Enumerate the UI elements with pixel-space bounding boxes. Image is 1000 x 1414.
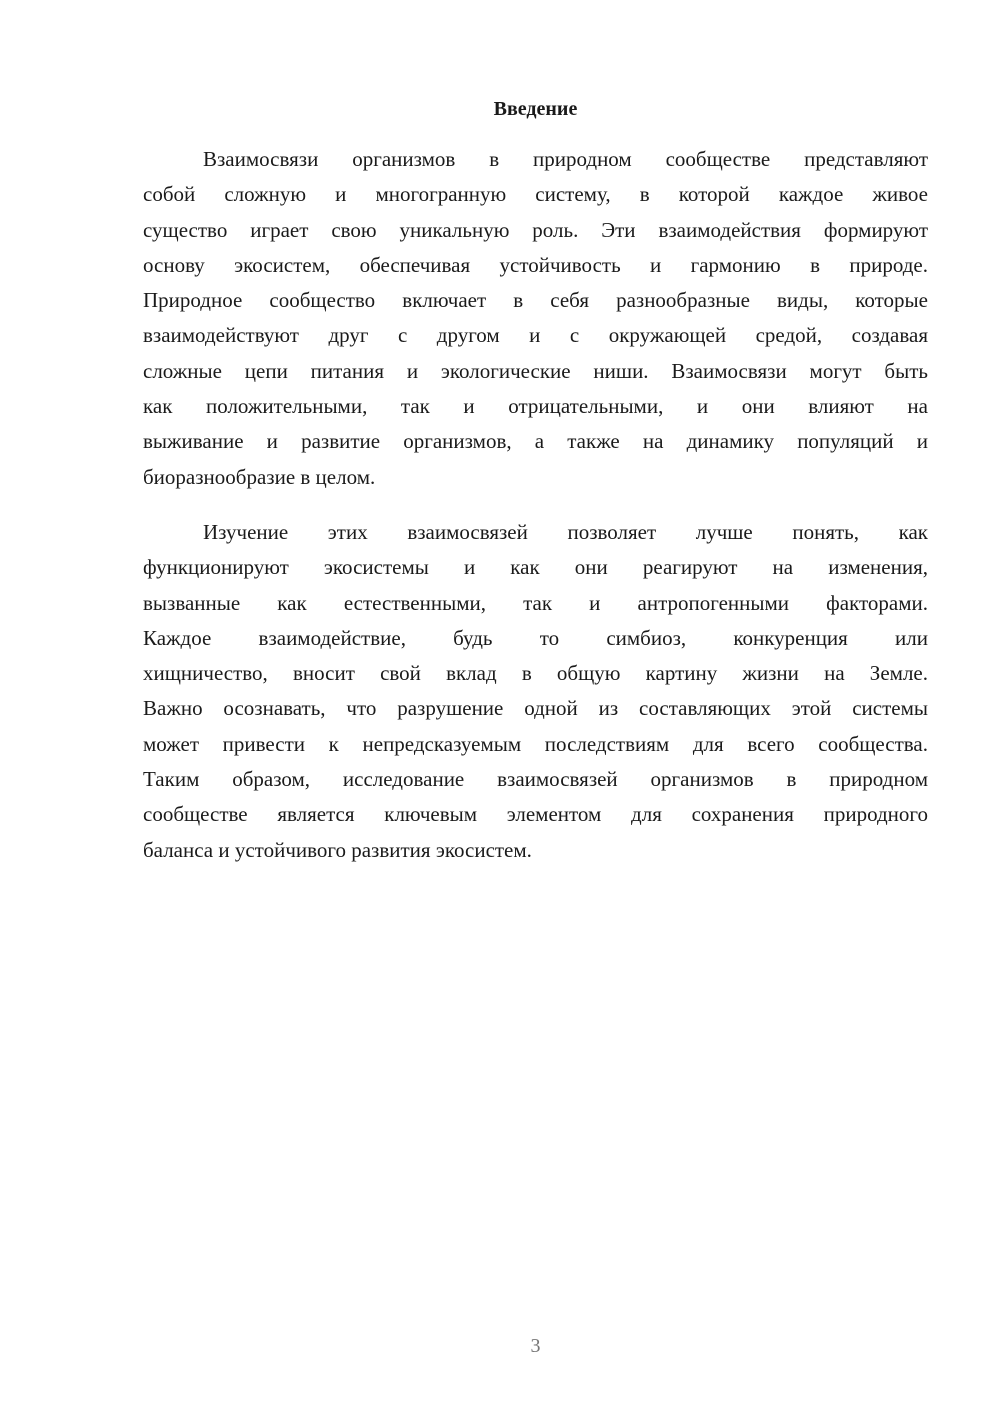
text-line: взаимодействуют друг с другом и с окружающей средой, создавая bbox=[143, 323, 928, 348]
text-line: функционируют экосистемы и как они реагируют на изменения, bbox=[143, 555, 928, 580]
text-line: может привести к непредсказуемым последствиям для всего сообщества. bbox=[143, 731, 928, 756]
text-line: Природное сообщество включает в себя разнообразные виды, которые bbox=[143, 288, 928, 313]
paragraph-1 bbox=[143, 142, 928, 495]
page-title: Введение bbox=[493, 98, 578, 120]
text-line: существо играет свою уникальную роль. Эти взаимодействия формируют bbox=[143, 217, 928, 242]
text-line: Таким образом, исследование взаимосвязей организмов в природном bbox=[143, 767, 928, 792]
text-line: выживание и развитие организмов, а также на динамику популяций и bbox=[143, 429, 928, 454]
text-line: Важно осознавать, что разрушение одной из составляющих этой системы bbox=[143, 696, 928, 721]
text-line: как положительными, так и отрицательными, и они влияют на bbox=[143, 394, 928, 419]
text-line: Изучение этих взаимосвязей позволяет лучше понять, как bbox=[203, 520, 928, 544]
text-line: сообществе является ключевым элементом для сохранения природного bbox=[143, 802, 928, 827]
text-line: биоразнообразие в целом. bbox=[143, 464, 376, 489]
text-line: хищничество, вносит свой вклад в общую картину жизни на Земле. bbox=[143, 661, 928, 686]
text-line: сложные цепи питания и экологические ниши. Взаимосвязи могут быть bbox=[143, 358, 928, 383]
text-line: вызванные как естественными, так и антропогенными факторами. bbox=[143, 590, 928, 615]
page-number: 3 bbox=[530, 1335, 541, 1357]
text-line: собой сложную и многогранную систему, в которой каждое живое bbox=[143, 182, 928, 207]
text-line: основу экосистем, обеспечивая устойчивость и гармонию в природе. bbox=[143, 252, 928, 277]
text-line: баланса и устойчивого развития экосистем. bbox=[143, 837, 532, 862]
paragraph-2 bbox=[143, 515, 928, 868]
text-line: Взаимосвязи организмов в природном сообществе представляют bbox=[203, 147, 928, 171]
text-line: Каждое взаимодействие, будь то симбиоз, конкуренция или bbox=[143, 625, 928, 650]
